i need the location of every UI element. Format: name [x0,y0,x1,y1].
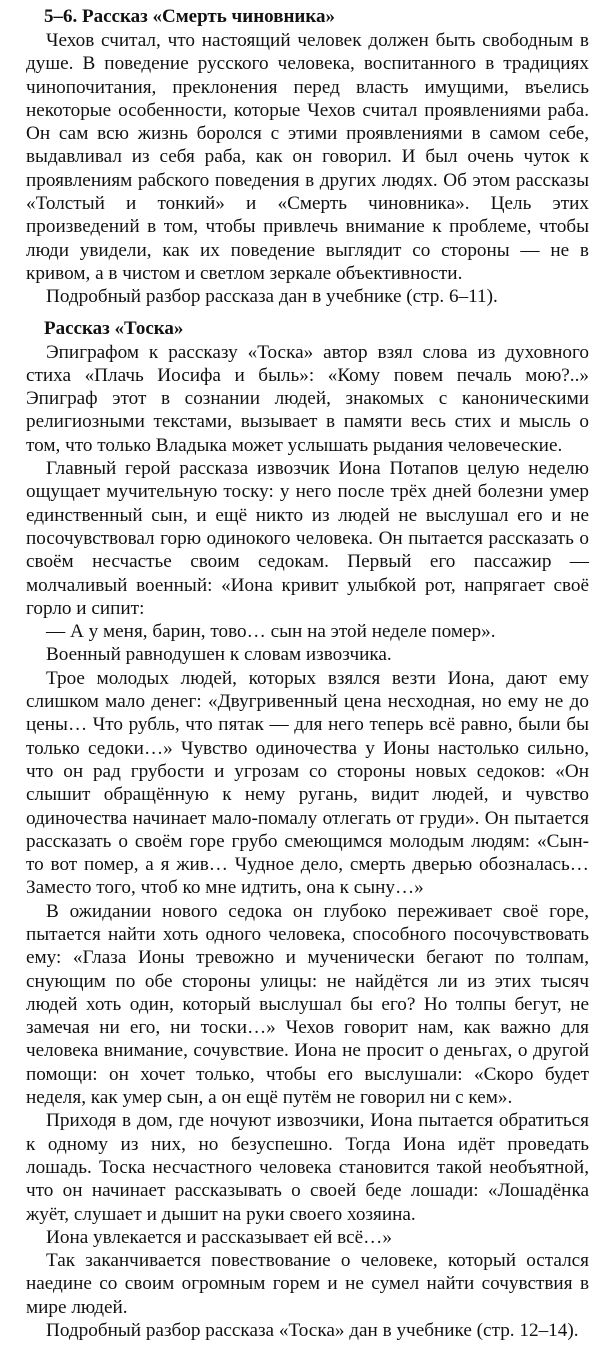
section-toska [26,316,589,1343]
paragraph: Приходя в дом, где ночуют извозчики, Иона пытается обратиться к одному из них, но безуспешно. Тогда Иона идёт проведать лошадь. Тоска несчастного человека становится такой необъятной, что он начинает рассказывать о своей беде лошади: «Лошадёнка жуёт, слушает и дышит на руки своего хозяина. [26,1110,589,1225]
paragraph-textbook-reference: Подробный разбор рассказа «Тоска» дан в учебнике (стр. 12–14). [46,1320,579,1342]
paragraph: Чехов считал, что настоящий человек должен быть свободным в душе. В поведение русского человека, воспитанного в традициях чинопочитания, преклонения перед власть имущими, въелись некоторые особенности, которые Чехов считал проявлениями раба. Он сам всю жизнь боролся с этими проявлениями в самом себе, выдавливал из себя раба, как он говорил. И был очень чуток к проявлениям рабского поведения в других людях. Об этом рассказы «Толстый и тонкий» и «Смерть чиновника». Цель этих произведений в том, чтобы привлечь внимание к проблеме, чтобы люди увидели, как их поведение выглядит со стороны — не в кривом, а в чистом и светлом зеркале объективности. [26,30,589,284]
paragraph: Так заканчивается повествование о человеке, который остался наедине со своим огромным горем и не сумел найти сочувствия в мире людей. [26,1250,589,1318]
paragraph: В ожидании нового седока он глубоко переживает своё горе, пытается найти хоть одного человека, способного посочувствовать ему: «Глаза Ионы тревожно и мученически бегают по толпам, снующим по обе стороны улицы: не найдётся ли из этих тысяч людей хоть один, который выслушал бы его? Но толпы бегут, не замечая ни его, ни тоски…» Чехов говорит нам, как важно для человека внимание, сочувствие. Иона не просит о деньгах, о другой помощи: он хочет только, чтобы его выслушали: «Скоро будет неделя, как умер сын, а он ещё путём не говорил ни с кем». [26,900,589,1109]
paragraph: Эпиграфом к рассказу «Тоска» автор взял слова из духовного стиха «Плачь Иосифа и быль»: «Кому повем печаль мою?..» Эпиграф этот в сознании людей, знакомых с каноническими религиозными текстами, вызывает в памяти весь стих и мысль о том, что только Владыка может услышать рыдания человеческие. [26,341,589,456]
paragraph-textbook-reference: Подробный разбор рассказа дан в учебнике (стр. 6–11). [46,286,498,308]
paragraph: Иона увлекается и рассказывает ей всё…» [46,1226,392,1248]
section-smert-chinovnika [26,4,589,309]
section-heading: 5–6. Рассказ «Смерть чиновника» [44,6,336,27]
section-heading: Рассказ «Тоска» [44,317,184,339]
paragraph-quote: — А у меня, барин, тово… сын на этой неделе помер». [46,621,496,643]
section-gap [26,309,589,316]
paragraph: Военный равнодушен к словам извозчика. [46,644,392,666]
paragraph: Трое молодых людей, которых взялся везти Иона, дают ему слишком мало денег: «Двугривенный цена несходная, но ему не до цены… Что рубль, что пятак — для него теперь всё равно, были бы только седоки…» Чувство одиночества у Ионы настолько сильно, что он рад грубости и угрозам со стороны новых седоков: «Он слышит обращённую к нему ругань, видит людей, и чувство одиночества начинает мало-помалу отлегать от груди». Он пытается рассказать о своём горе грубо смеющимся молодым людям: «Сын-то вот помер, а я жив… Чудное дело, смерть дверью обозналась… Заместо того, чтоб ко мне идтить, она к сыну…» [26,667,589,899]
paragraph: Главный герой рассказа извозчик Иона Потапов целую неделю ощущает мучительную тоску: у него после трёх дней болезни умер единственный сын, и ещё никто из людей не выслушал его и не посочувствовал горю одинокого человека. Он пытается рассказать о своём несчастье своим седокам. Первый его пассажир — молчаливый военный: «Иона кривит улыбкой рот, напрягает своё горло и сипит: [26,458,589,619]
